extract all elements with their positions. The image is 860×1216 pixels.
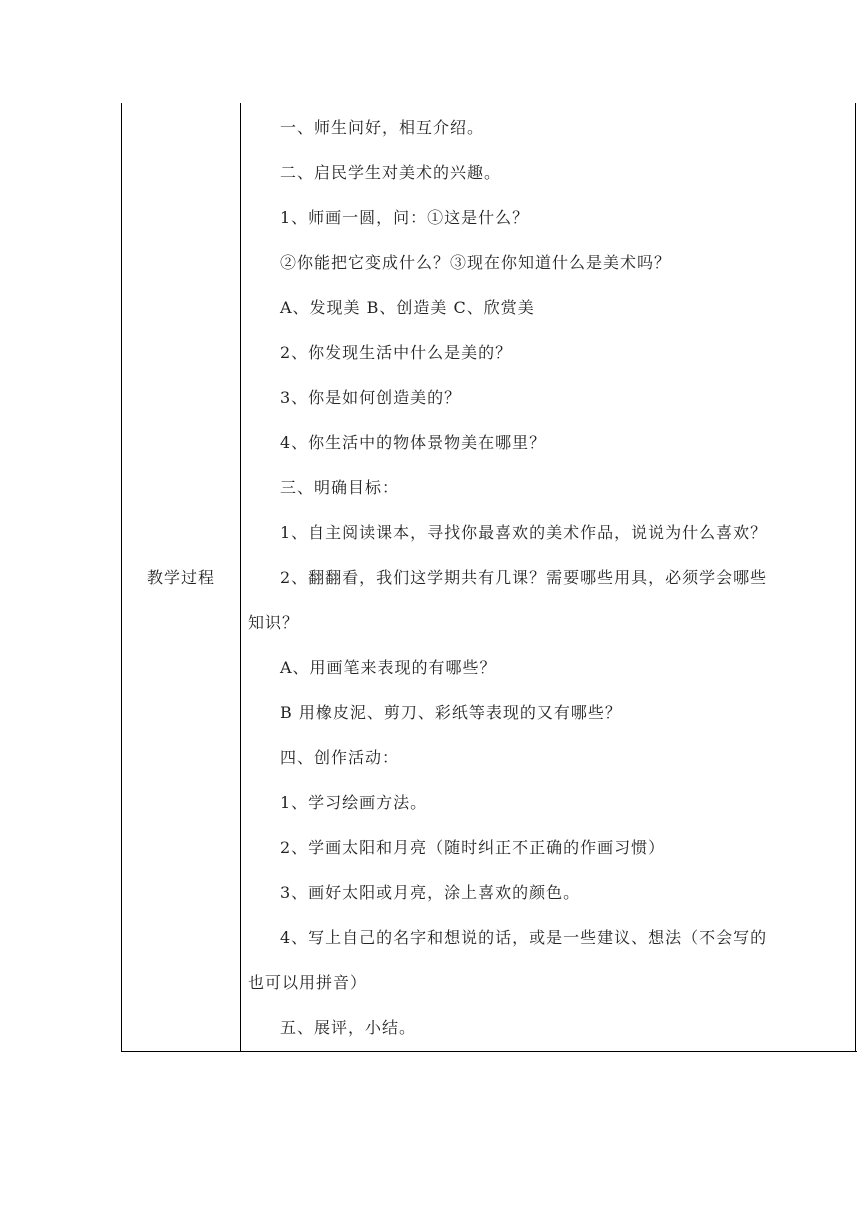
content-line: 1、学习绘画方法。 [280,793,428,812]
content-line: B 用橡皮泥、剪刀、彩纸等表现的又有哪些？ [280,703,622,722]
content-line: 3、画好太阳或月亮，涂上喜欢的颜色。 [280,883,581,902]
content-line: 4、写上自己的名字和想说的话，或是一些建议、想法（不会写的 [280,928,768,947]
row-label: 教学过程 [146,568,215,587]
column-divider [240,103,241,1052]
content-line: 1、自主阅读课本，寻找你最喜欢的美术作品，说说为什么喜欢？ [280,523,768,542]
process-content [248,110,852,1055]
content-line: 三、明确目标： [280,478,400,497]
content-line: 一、师生问好，相互介绍。 [280,118,485,137]
content-line: 知识？ [248,613,300,632]
content-line: 二、启民学生对美术的兴趣。 [280,163,502,182]
content-line: 1、师画一圆，问：①这是什么？ [280,208,530,227]
content-line: 也可以用拼音） [248,973,368,992]
content-line: 四、创作活动： [280,748,400,767]
content-line: 2、你发现生活中什么是美的？ [280,343,513,362]
table-right-border [855,103,856,1052]
content-line: 2、学画太阳和月亮（随时纠正不正确的作画习惯） [280,838,666,857]
content-line: A、发现美 B、创造美 C、欣赏美 [280,298,535,317]
content-line: 4、你生活中的物体景物美在哪里？ [280,433,547,452]
content-line: 3、你是如何创造美的？ [280,388,462,407]
content-line: A、用画笔来表现的有哪些？ [280,658,497,677]
content-line: ②你能把它变成什么？③现在你知道什么是美术吗？ [280,253,672,272]
content-line: 五、展评，小结。 [280,1018,417,1037]
content-line: 2、翻翻看，我们这学期共有几课？需要哪些用具，必须学会哪些 [280,568,768,587]
